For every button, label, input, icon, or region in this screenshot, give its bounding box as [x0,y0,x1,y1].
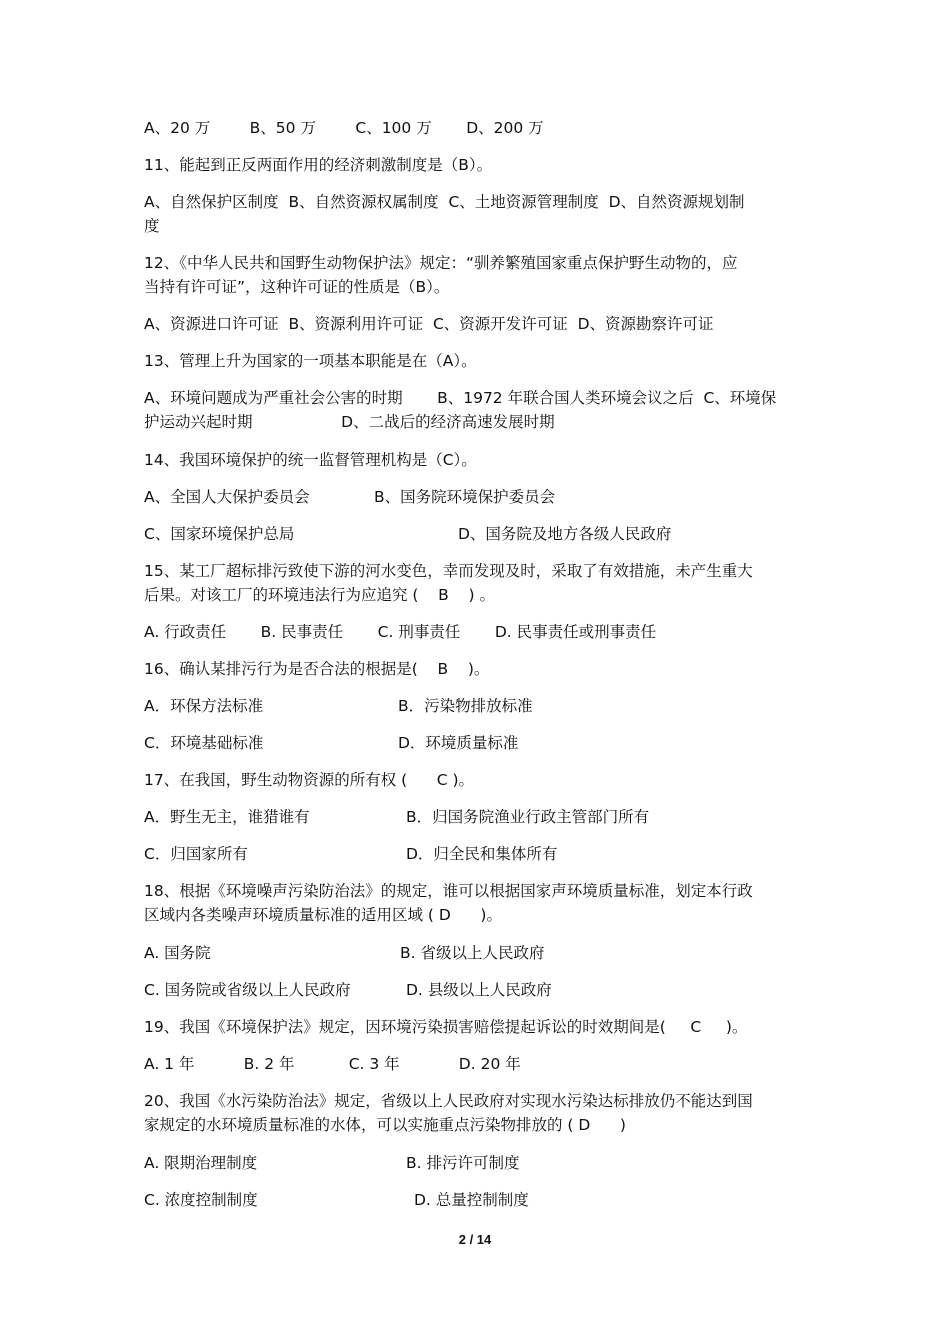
q12-options: A、资源进口许可证 B、资源利用许可证 C、资源开发许可证 D、资源勘察许可证 [144,315,714,333]
q12-stem-cont: 当持有许可证”，这种许可证的性质是（B）。 [144,278,450,296]
q12-stem: 12、《中华人民共和国野生动物保护法》规定：“驯养繁殖国家重点保护野生动物的，应 [144,254,738,272]
q14-option-c: C、国家环境保护总局 [144,525,295,543]
q16-option-c: C．环境基础标准 [144,734,264,752]
q20-option-c: C. 浓度控制制度 [144,1191,258,1209]
q20-option-d: D. 总量控制制度 [414,1191,529,1209]
q14-option-d: D、国务院及地方各级人民政府 [458,525,672,543]
q17-option-a: A．野生无主，谁猎谁有 [144,808,310,826]
q17-option-d: D．归全民和集体所有 [406,845,558,863]
q16-option-d: D．环境质量标准 [398,734,519,752]
q11-options: A、自然保护区制度 B、自然资源权属制度 C、土地资源管理制度 D、自然资源规划制 [144,193,745,211]
q20-stem-cont: 家规定的水环境质量标准的水体，可以实施重点污染物排放的 ( D ) [144,1116,626,1134]
q15-options: A. 行政责任 B. 民事责任 C. 刑事责任 D. 民事责任或刑事责任 [144,623,657,641]
q10-options: A、20 万 B、50 万 C、100 万 D、200 万 [144,119,544,137]
q18-stem: 18、根据《环境噪声污染防治法》的规定，谁可以根据国家声环境质量标准，划定本行政 [144,882,753,900]
q18-option-d: D. 县级以上人民政府 [406,981,552,999]
q17-option-b: B．归国务院渔业行政主管部门所有 [406,808,650,826]
q20-option-a: A. 限期治理制度 [144,1154,258,1172]
q18-option-b: B. 省级以上人民政府 [400,944,545,962]
q16-stem: 16、确认某排污行为是否合法的根据是( B )。 [144,660,490,678]
q20-option-b: B. 排污许可制度 [406,1154,520,1172]
q18-stem-cont: 区域内各类噪声环境质量标准的适用区域 ( D )。 [144,906,502,924]
page-number: 2 / 14 [458,1232,492,1247]
q11-stem: 11、能起到正反两面作用的经济刺激制度是（B）。 [144,156,493,174]
q15-stem: 15、某工厂超标排污致使下游的河水变色，幸而发现及时，采取了有效措施，未产生重大 [144,562,753,580]
q16-option-b: B．污染物排放标准 [398,697,533,715]
q18-option-a: A. 国务院 [144,944,211,962]
q16-option-a: A．环保方法标准 [144,697,264,715]
q11-options-cont: 度 [144,217,160,235]
q13-options: A、环境问题成为严重社会公害的时期 B、1972 年联合国人类环境会议之后 C、环境保 [144,389,777,407]
q18-option-c: C. 国务院或省级以上人民政府 [144,981,351,999]
q14-option-b: B、国务院环境保护委员会 [374,488,556,506]
q14-option-a: A、全国人大保护委员会 [144,488,310,506]
q17-stem: 17、在我国，野生动物资源的所有权 ( C )。 [144,771,475,789]
q19-options: A. 1 年 B. 2 年 C. 3 年 D. 20 年 [144,1055,521,1073]
q15-stem-cont: 后果。对该工厂的环境违法行为应追究 ( B ) 。 [144,586,495,604]
q13-options-cont: 护运动兴起时期 D、二战后的经济高速发展时期 [144,413,555,431]
q13-stem: 13、管理上升为国家的一项基本职能是在（A）。 [144,352,477,370]
q19-stem: 19、我国《环境保护法》规定，因环境污染损害赔偿提起诉讼的时效期间是( C )。 [144,1018,748,1036]
q20-stem: 20、我国《水污染防治法》规定，省级以上人民政府对实现水污染达标排放仍不能达到国 [144,1092,753,1110]
q17-option-c: C．归国家所有 [144,845,248,863]
q14-stem: 14、我国环境保护的统一监督管理机构是（C）。 [144,451,477,469]
